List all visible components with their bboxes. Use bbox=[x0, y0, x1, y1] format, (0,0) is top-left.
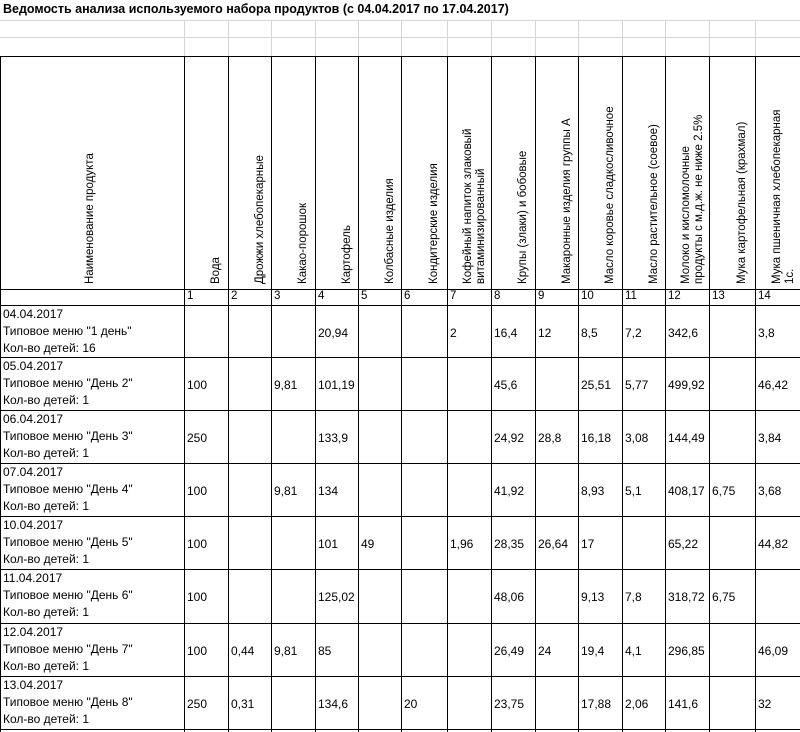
table-border bbox=[0, 357, 800, 358]
grid-line bbox=[0, 20, 800, 21]
row-date: 07.04.2017 bbox=[3, 465, 64, 479]
table-cell: 17,88 bbox=[581, 697, 612, 711]
table-cell: 100 bbox=[187, 378, 208, 392]
table-cell: 20,94 bbox=[318, 326, 349, 340]
column-number: 9 bbox=[538, 290, 545, 302]
table-cell: 7,2 bbox=[625, 326, 642, 340]
grid-line bbox=[755, 20, 756, 56]
table-border bbox=[755, 56, 756, 732]
row-date: 11.04.2017 bbox=[3, 571, 63, 585]
grid-line bbox=[491, 20, 492, 56]
column-number: 7 bbox=[450, 290, 457, 302]
column-number: 14 bbox=[758, 290, 771, 302]
row-menu-name: Типовое меню "День 5" bbox=[3, 535, 133, 549]
table-cell: 45,6 bbox=[494, 378, 518, 392]
row-date: 05.04.2017 bbox=[3, 359, 64, 373]
table-cell: 12 bbox=[538, 326, 552, 340]
table-cell: 16,4 bbox=[494, 326, 518, 340]
table-cell: 6,75 bbox=[712, 484, 736, 498]
grid-line bbox=[622, 20, 623, 56]
column-number: 6 bbox=[404, 290, 411, 302]
table-border bbox=[315, 56, 316, 732]
row-children-count: Кол-во детей: 1 bbox=[3, 605, 90, 619]
table-cell: 20 bbox=[404, 697, 418, 711]
column-header-c1: Вода bbox=[210, 257, 222, 284]
grid-line bbox=[401, 20, 402, 56]
grid-line bbox=[709, 20, 710, 56]
column-header-c14: Мука пшеничная хлебопекарная bbox=[771, 109, 783, 284]
column-header-c12: Молоко и кисломолочные bbox=[680, 146, 692, 284]
table-border bbox=[228, 56, 229, 732]
table-border bbox=[491, 56, 492, 732]
table-border bbox=[578, 56, 579, 732]
table-cell: 0,31 bbox=[231, 697, 255, 711]
table-cell: 6,75 bbox=[712, 590, 736, 604]
table-cell: 46,09 bbox=[758, 644, 789, 658]
table-cell: 296,85 bbox=[668, 644, 705, 658]
table-cell: 25,51 bbox=[581, 378, 612, 392]
table-border bbox=[665, 56, 666, 732]
table-cell: 85 bbox=[318, 644, 332, 658]
table-cell: 2,06 bbox=[625, 697, 649, 711]
grid-line bbox=[665, 20, 666, 56]
table-border bbox=[0, 569, 800, 570]
table-cell: 44,82 bbox=[758, 537, 789, 551]
row-date: 06.04.2017 bbox=[3, 412, 64, 426]
table-cell: 2 bbox=[450, 326, 457, 340]
table-cell: 17 bbox=[581, 537, 595, 551]
table-cell: 32 bbox=[758, 697, 772, 711]
table-cell: 101 bbox=[318, 537, 339, 551]
column-header-c6: Кондитерские изделия bbox=[428, 163, 440, 284]
table-cell: 9,81 bbox=[274, 378, 298, 392]
row-date: 10.04.2017 bbox=[3, 518, 64, 532]
table-cell: 48,06 bbox=[494, 590, 525, 604]
table-cell: 24,92 bbox=[494, 431, 525, 445]
table-cell: 26,49 bbox=[494, 644, 525, 658]
table-border bbox=[447, 56, 448, 732]
table-cell: 23,75 bbox=[494, 697, 525, 711]
table-cell: 134 bbox=[318, 484, 339, 498]
row-menu-name: Типовое меню "День 4" bbox=[3, 482, 133, 496]
table-border bbox=[0, 623, 800, 624]
row-date: 13.04.2017 bbox=[3, 678, 64, 692]
column-header-c5: Колбасные изделия bbox=[384, 178, 396, 284]
table-cell: 9,81 bbox=[274, 484, 298, 498]
table-cell: 46,42 bbox=[758, 378, 789, 392]
column-header-c2: Дрожжи хлебопекарные bbox=[254, 155, 266, 284]
column-header-c10: Масло коровье сладкосливочное bbox=[604, 106, 616, 284]
column-header-c14: 1с. bbox=[784, 268, 796, 284]
table-border bbox=[358, 56, 359, 732]
table-border bbox=[0, 463, 800, 464]
table-cell: 250 bbox=[187, 431, 208, 445]
column-header-c9: Макаронные изделия группы А bbox=[561, 118, 573, 284]
column-number: 8 bbox=[494, 290, 501, 302]
table-cell: 499,92 bbox=[668, 378, 705, 392]
column-header-c12: продукты с м.д.ж. не ниже 2.5% bbox=[693, 114, 705, 284]
table-border bbox=[622, 56, 623, 732]
table-cell: 3,8 bbox=[758, 326, 775, 340]
table-cell: 3,68 bbox=[758, 484, 782, 498]
table-border bbox=[0, 410, 800, 411]
table-border bbox=[535, 56, 536, 732]
table-cell: 28,8 bbox=[538, 431, 562, 445]
table-cell: 49 bbox=[361, 537, 375, 551]
row-menu-name: Типовое меню "1 день" bbox=[3, 324, 132, 338]
column-number: 4 bbox=[318, 290, 325, 302]
table-border bbox=[0, 676, 800, 677]
table-cell: 26,64 bbox=[538, 537, 569, 551]
column-number: 11 bbox=[625, 290, 637, 302]
table-cell: 5,77 bbox=[625, 378, 649, 392]
table-border bbox=[0, 729, 800, 730]
table-border bbox=[709, 56, 710, 732]
table-cell: 65,22 bbox=[668, 537, 699, 551]
row-children-count: Кол-во детей: 1 bbox=[3, 712, 90, 726]
column-number: 12 bbox=[668, 290, 681, 302]
column-number: 1 bbox=[187, 290, 194, 302]
row-children-count: Кол-во детей: 1 bbox=[3, 393, 90, 407]
table-cell: 41,92 bbox=[494, 484, 525, 498]
row-menu-name: Типовое меню "День 8" bbox=[3, 695, 133, 709]
table-border bbox=[0, 305, 800, 306]
row-menu-name: Типовое меню "День 2" bbox=[3, 376, 133, 390]
column-header-c13: Мука картофельная (крахмал) bbox=[736, 121, 748, 284]
table-cell: 0,44 bbox=[231, 644, 255, 658]
grid-line bbox=[447, 20, 448, 56]
row-menu-name: Типовое меню "День 3" bbox=[3, 429, 133, 443]
row-children-count: Кол-во детей: 1 bbox=[3, 446, 90, 460]
grid-line bbox=[535, 20, 536, 56]
column-header-c8: Крупы (злаки) и бобовые bbox=[517, 150, 529, 284]
table-cell: 24 bbox=[538, 644, 552, 658]
table-border bbox=[184, 56, 185, 732]
table-cell: 3,84 bbox=[758, 431, 782, 445]
table-cell: 5,1 bbox=[625, 484, 642, 498]
column-number: 10 bbox=[581, 290, 594, 302]
table-border bbox=[0, 56, 800, 57]
table-cell: 133,9 bbox=[318, 431, 349, 445]
column-header-c7: Кофейный напиток злаковый bbox=[462, 128, 474, 284]
table-cell: 408,17 bbox=[668, 484, 705, 498]
column-number: 3 bbox=[274, 290, 281, 302]
table-cell: 100 bbox=[187, 537, 208, 551]
row-children-count: Кол-во детей: 1 bbox=[3, 499, 90, 513]
grid-line bbox=[578, 20, 579, 56]
table-border bbox=[0, 56, 1, 732]
row-date: 12.04.2017 bbox=[3, 625, 64, 639]
table-cell: 28,35 bbox=[494, 537, 525, 551]
table-cell: 318,72 bbox=[668, 590, 705, 604]
row-menu-name: Типовое меню "День 6" bbox=[3, 588, 133, 602]
column-header-c3: Какао-порошок bbox=[297, 202, 309, 284]
table-cell: 144,49 bbox=[668, 431, 705, 445]
page-title: Ведомость анализа используемого набора продуктов (с 04.04.2017 по 17.04.2017) bbox=[3, 2, 509, 16]
table-cell: 4,1 bbox=[625, 644, 642, 658]
grid-line bbox=[0, 37, 800, 38]
table-cell: 141,6 bbox=[668, 697, 699, 711]
table-cell: 7,8 bbox=[625, 590, 642, 604]
table-cell: 250 bbox=[187, 697, 208, 711]
row-children-count: Кол-во детей: 1 bbox=[3, 552, 90, 566]
table-border bbox=[0, 516, 800, 517]
column-number: 5 bbox=[361, 290, 368, 302]
table-cell: 9,13 bbox=[581, 590, 605, 604]
table-cell: 8,93 bbox=[581, 484, 605, 498]
table-cell: 100 bbox=[187, 590, 208, 604]
row-children-count: Кол-во детей: 1 bbox=[3, 659, 90, 673]
table-cell: 125,02 bbox=[318, 590, 355, 604]
table-cell: 3,08 bbox=[625, 431, 649, 445]
table-cell: 101,19 bbox=[318, 378, 355, 392]
table-cell: 8,5 bbox=[581, 326, 598, 340]
table-cell: 16,18 bbox=[581, 431, 612, 445]
table-border bbox=[401, 56, 402, 732]
grid-line bbox=[271, 20, 272, 56]
column-header-name: Наименование продукта bbox=[84, 153, 96, 284]
table-cell: 100 bbox=[187, 644, 208, 658]
row-date: 04.04.2017 bbox=[3, 307, 64, 321]
row-menu-name: Типовое меню "День 7" bbox=[3, 642, 133, 656]
grid-line bbox=[358, 20, 359, 56]
table-cell: 100 bbox=[187, 484, 208, 498]
grid-line bbox=[228, 20, 229, 56]
column-header-c7: витаминизированный bbox=[475, 168, 487, 284]
column-number: 13 bbox=[712, 290, 725, 302]
table-cell: 19,4 bbox=[581, 644, 605, 658]
table-cell: 134,6 bbox=[318, 697, 349, 711]
table-cell: 1,96 bbox=[450, 537, 474, 551]
column-header-c4: Картофель bbox=[341, 225, 353, 284]
table-cell: 342,6 bbox=[668, 326, 699, 340]
table-border bbox=[271, 56, 272, 732]
table-cell: 9,81 bbox=[274, 644, 298, 658]
grid-line bbox=[184, 20, 185, 56]
column-header-c11: Масло растительное (соевое) bbox=[648, 124, 660, 284]
column-number: 2 bbox=[231, 290, 238, 302]
grid-line bbox=[315, 20, 316, 56]
row-children-count: Кол-во детей: 16 bbox=[3, 341, 96, 355]
